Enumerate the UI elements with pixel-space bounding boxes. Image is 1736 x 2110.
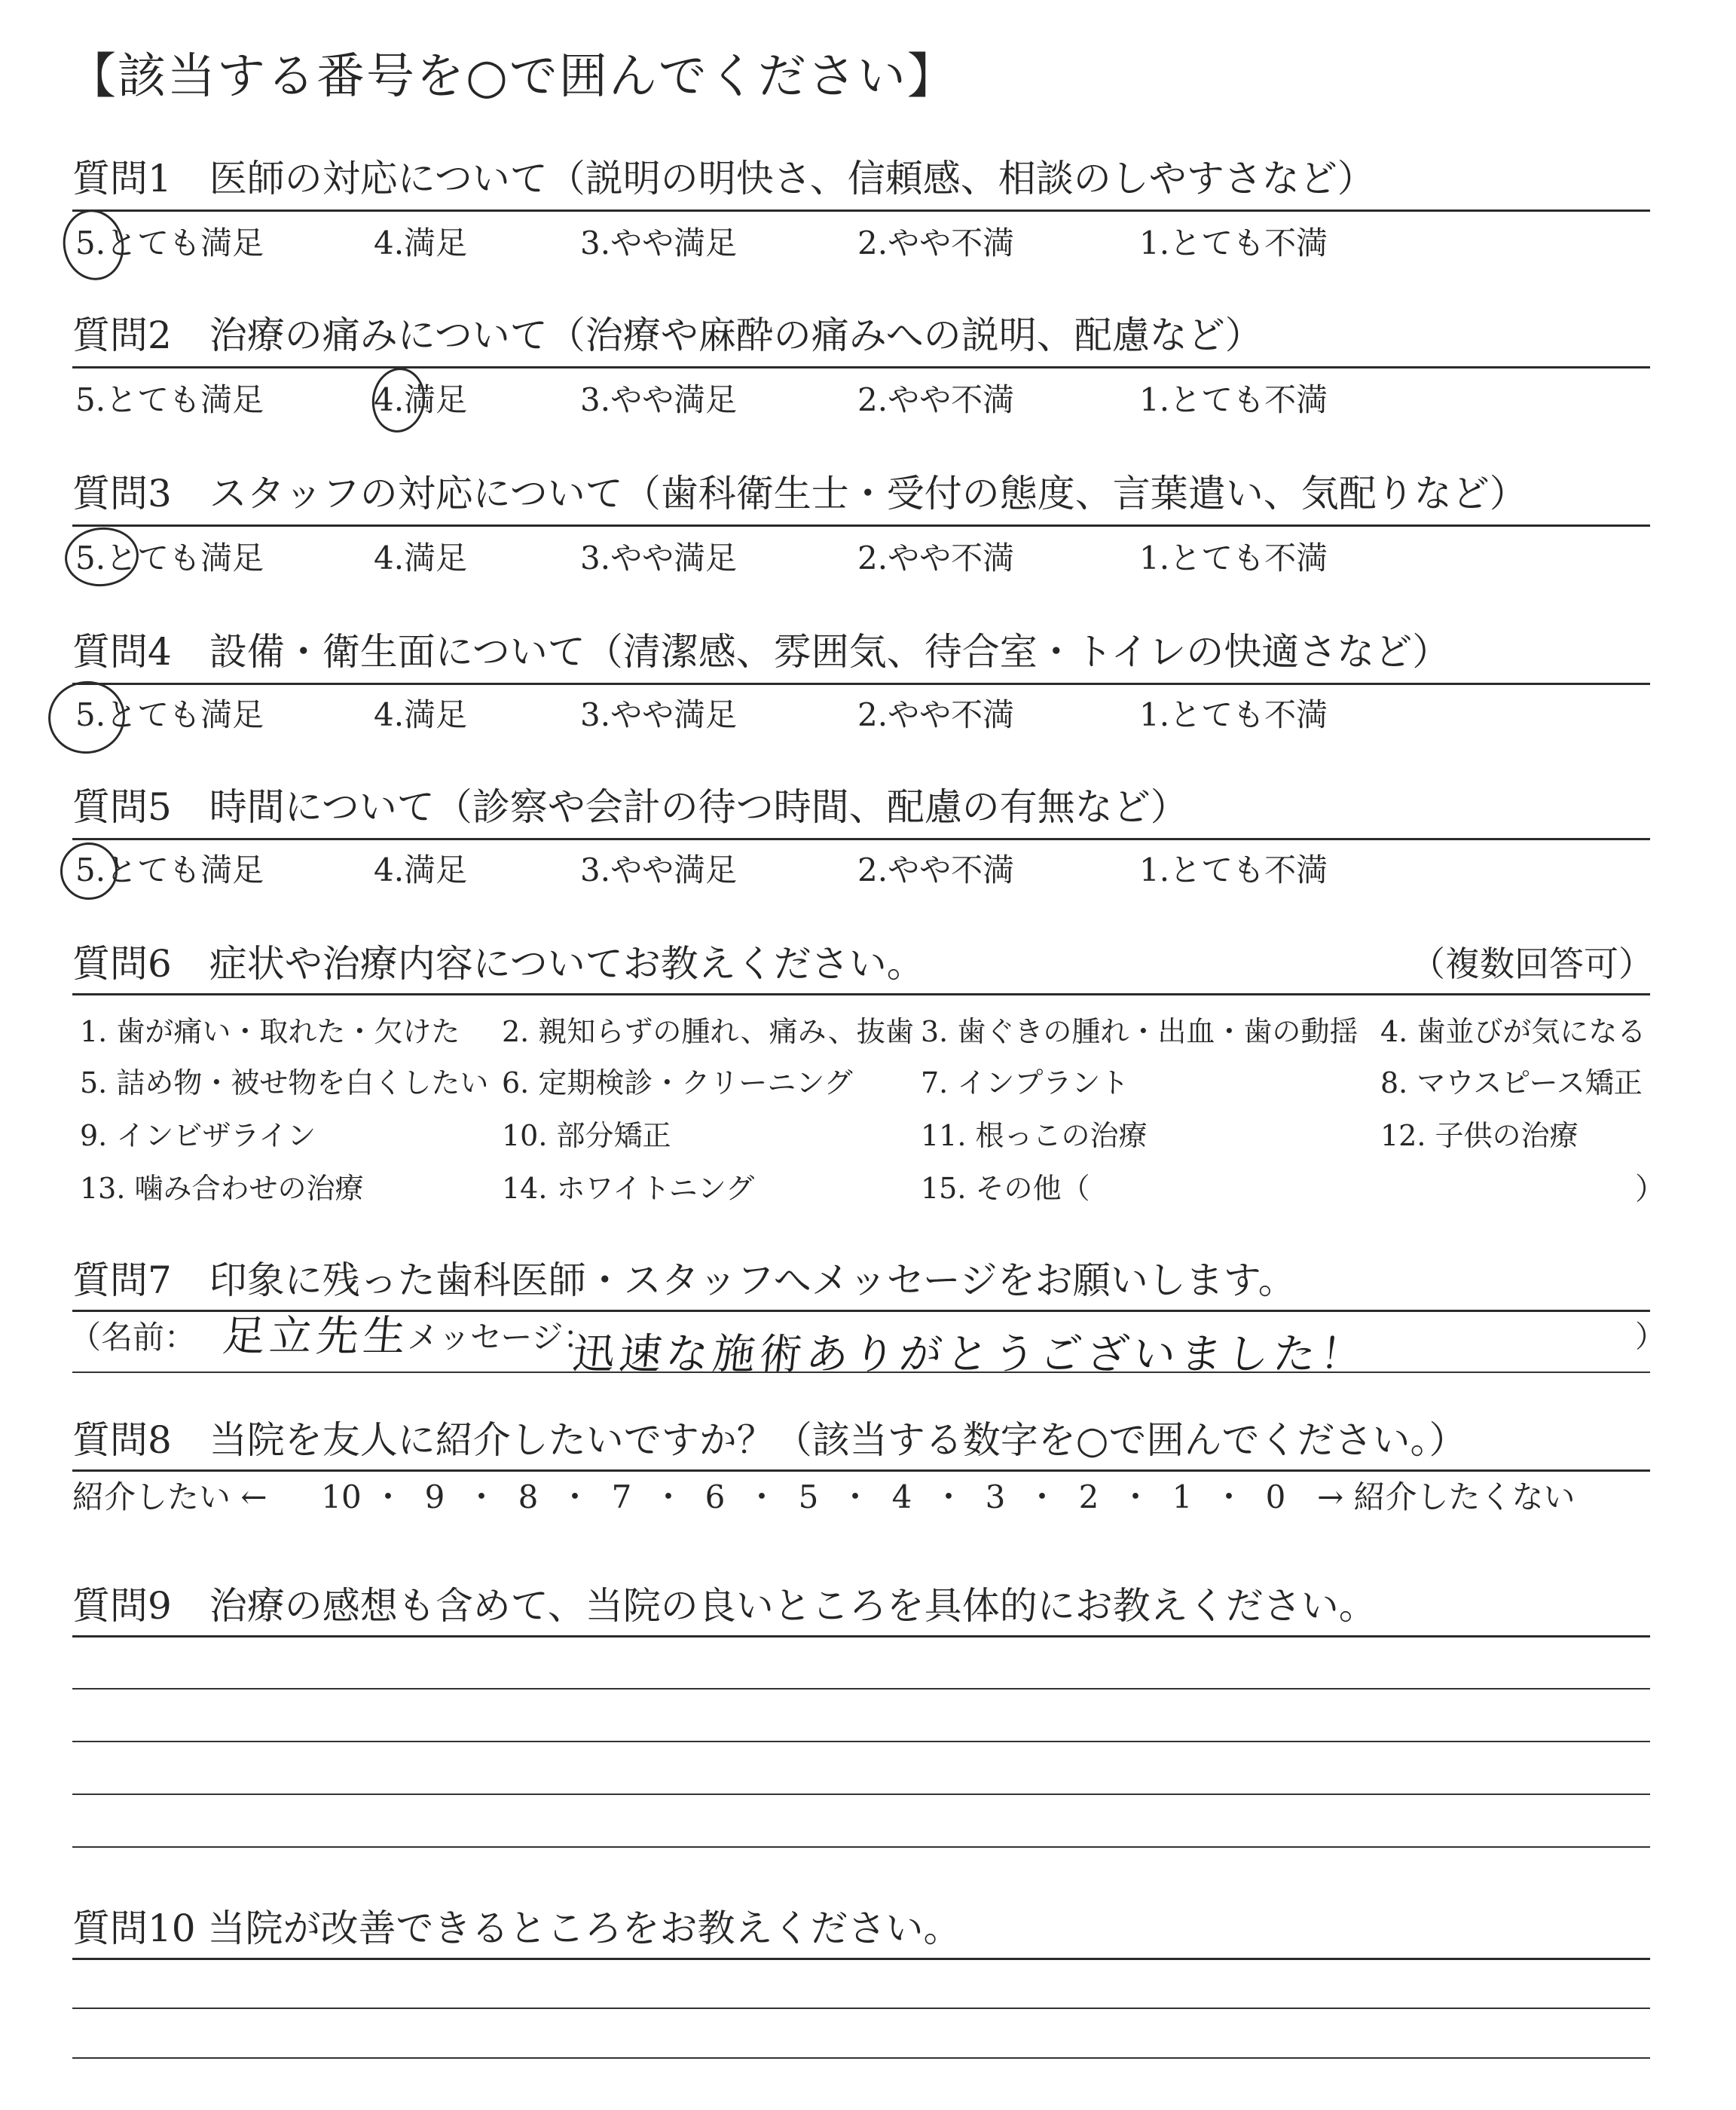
q3-option-3[interactable]: 3.やや満足: [580, 540, 738, 576]
q8-score-2[interactable]: 2: [1078, 1479, 1099, 1515]
q7-message-label: メッセージ：: [407, 1319, 595, 1356]
q8-left-label: 紹介したい ←: [72, 1479, 267, 1515]
q6-item-6[interactable]: 6. 定期検診・クリーニング: [502, 1066, 853, 1099]
q5-rule: [72, 838, 1650, 840]
q7-name-label: （名前：: [69, 1319, 197, 1356]
q5-option-3[interactable]: 3.やや満足: [580, 852, 738, 888]
q10-answer-line[interactable]: [72, 2008, 1650, 2009]
q2-option-1[interactable]: 1.とても不満: [1139, 381, 1328, 418]
q5-option-5[interactable]: 5.とても満足: [75, 852, 264, 888]
q6-item-11[interactable]: 11. 根っこの治療: [921, 1119, 1148, 1152]
q8-title: 質問8 当院を友人に紹介したいですか？（該当する数字を○で囲んでください。）: [72, 1418, 1467, 1462]
q8-score-7[interactable]: 7: [611, 1479, 632, 1515]
q8-score-8[interactable]: 8: [518, 1479, 539, 1515]
q8-separator: ・: [558, 1479, 591, 1515]
q6-item-8[interactable]: 8. マウスピース矯正: [1380, 1066, 1643, 1099]
q3-option-1[interactable]: 1.とても不満: [1139, 540, 1328, 576]
q1-title: 質問1 医師の対応について（説明の明快さ、信頼感、相談のしやすさなど）: [72, 157, 1375, 200]
q9-answer-line[interactable]: [72, 1846, 1650, 1848]
q4-option-4[interactable]: 4.満足: [374, 696, 468, 733]
q5-option-1[interactable]: 1.とても不満: [1139, 852, 1328, 888]
q8-separator: ・: [371, 1479, 404, 1515]
q1-option-4[interactable]: 4.満足: [374, 225, 468, 261]
q8-score-10[interactable]: 10: [321, 1479, 362, 1515]
q4-option-5[interactable]: 5.とても満足: [75, 696, 264, 733]
q8-separator: ・: [839, 1479, 871, 1515]
q8-separator: ・: [745, 1479, 778, 1515]
q6-item-2[interactable]: 2. 親知らずの腫れ、痛み、抜歯: [502, 1015, 914, 1048]
q6-item-1[interactable]: 1. 歯が痛い・取れた・欠けた: [80, 1015, 460, 1048]
q6-item-4[interactable]: 4. 歯並びが気になる: [1380, 1015, 1646, 1048]
q8-rule: [72, 1469, 1650, 1472]
q10-answer-line[interactable]: [72, 2057, 1650, 2059]
q3-title: 質問3 スタッフの対応について（歯科衛生士・受付の態度、言葉遣い、気配りなど）: [72, 472, 1527, 515]
q4-option-3[interactable]: 3.やや満足: [580, 696, 738, 733]
q8-separator: ・: [1025, 1479, 1058, 1515]
q9-answer-line[interactable]: [72, 1688, 1650, 1690]
q7-message-handwritten[interactable]: 迅速な施術ありがとうございました！: [570, 1330, 1370, 1379]
q8-score-6[interactable]: 6: [704, 1479, 726, 1515]
q7-message-underline: [72, 1372, 1650, 1373]
q8-score-1[interactable]: 1: [1172, 1479, 1193, 1515]
q1-rule: [72, 209, 1650, 212]
q1-option-5[interactable]: 5.とても満足: [75, 225, 264, 261]
q8-score-3[interactable]: 3: [985, 1479, 1006, 1515]
q6-item-14[interactable]: 14. ホワイトニング: [502, 1172, 755, 1205]
q2-rule: [72, 366, 1650, 368]
q6-item-3[interactable]: 3. 歯ぐきの腫れ・出血・歯の動揺: [921, 1015, 1359, 1048]
q6-multi-answer-note: （複数回答可）: [1410, 943, 1653, 984]
q5-option-2[interactable]: 2.やや不満: [857, 852, 1015, 888]
q8-separator: ・: [932, 1479, 964, 1515]
q6-item-10[interactable]: 10. 部分矯正: [502, 1119, 671, 1152]
q8-separator: ・: [652, 1479, 684, 1515]
q8-score-0[interactable]: 0: [1265, 1479, 1286, 1515]
q2-option-3[interactable]: 3.やや満足: [580, 381, 738, 418]
q3-rule: [72, 524, 1650, 527]
page-title: 【該当する番号を○で囲んでください】: [68, 49, 957, 105]
q9-rule: [72, 1635, 1650, 1638]
q8-recommend-scale: [72, 1479, 1576, 1515]
q4-option-2[interactable]: 2.やや不満: [857, 696, 1015, 733]
q1-option-1[interactable]: 1.とても不満: [1139, 225, 1328, 261]
q8-score-5[interactable]: 5: [798, 1479, 819, 1515]
q5-title: 質問5 時間について（診察や会計の待つ時間、配慮の有無など）: [72, 785, 1188, 829]
q6-item-13[interactable]: 13. 噛み合わせの治療: [80, 1172, 364, 1205]
q6-item-12[interactable]: 12. 子供の治療: [1380, 1119, 1579, 1152]
q5-option-4[interactable]: 4.満足: [374, 852, 468, 888]
q6-title: 質問6 症状や治療内容についてお教えください。: [72, 942, 925, 986]
q3-option-4[interactable]: 4.満足: [374, 540, 468, 576]
q3-option-2[interactable]: 2.やや不満: [857, 540, 1015, 576]
q2-option-5[interactable]: 5.とても満足: [75, 381, 264, 418]
q6-item-15[interactable]: 15. その他（: [921, 1172, 1090, 1205]
q6-item-9[interactable]: 9. インビザライン: [80, 1119, 316, 1152]
q4-rule: [72, 683, 1650, 685]
q8-separator: ・: [1119, 1479, 1151, 1515]
q7-close-paren: ）: [1635, 1320, 1665, 1354]
q1-option-3[interactable]: 3.やや満足: [580, 225, 738, 261]
q6-rule: [72, 993, 1650, 995]
q6-item-5[interactable]: 5. 詰め物・被せ物を白くしたい: [80, 1066, 489, 1099]
q2-title: 質問2 治療の痛みについて（治療や麻酔の痛みへの説明、配慮など）: [72, 313, 1263, 357]
q8-separator: ・: [465, 1479, 497, 1515]
q8-right-label: → 紹介したくない: [1317, 1479, 1576, 1515]
q1-option-2[interactable]: 2.やや不満: [857, 225, 1015, 261]
q7-name-handwritten[interactable]: 足立先生: [220, 1312, 413, 1361]
q3-option-5[interactable]: 5.とても満足: [75, 540, 264, 576]
q7-title: 質問7 印象に残った歯科医師・スタッフへメッセージをお願いします。: [72, 1258, 1296, 1302]
q10-title: 質問10 当院が改善できるところをお教えください。: [72, 1907, 961, 1950]
q9-answer-line[interactable]: [72, 1741, 1650, 1742]
q2-option-2[interactable]: 2.やや不満: [857, 381, 1015, 418]
q8-score-4[interactable]: 4: [891, 1479, 912, 1515]
q10-rule: [72, 1958, 1650, 1960]
q8-score-9[interactable]: 9: [424, 1479, 445, 1515]
q6-item-7[interactable]: 7. インプラント: [921, 1066, 1129, 1099]
q2-option-4[interactable]: 4.満足: [374, 381, 468, 418]
q9-title: 質問9 治療の感想も含めて、当院の良いところを具体的にお教えください。: [72, 1584, 1377, 1628]
q9-answer-line[interactable]: [72, 1794, 1650, 1795]
q8-separator: ・: [1212, 1479, 1245, 1515]
q4-option-1[interactable]: 1.とても不満: [1139, 696, 1328, 733]
q6-other-close-paren: ）: [1635, 1172, 1665, 1206]
q4-title: 質問4 設備・衛生面について（清潔感、雰囲気、待合室・トイレの快適さなど）: [72, 630, 1450, 674]
